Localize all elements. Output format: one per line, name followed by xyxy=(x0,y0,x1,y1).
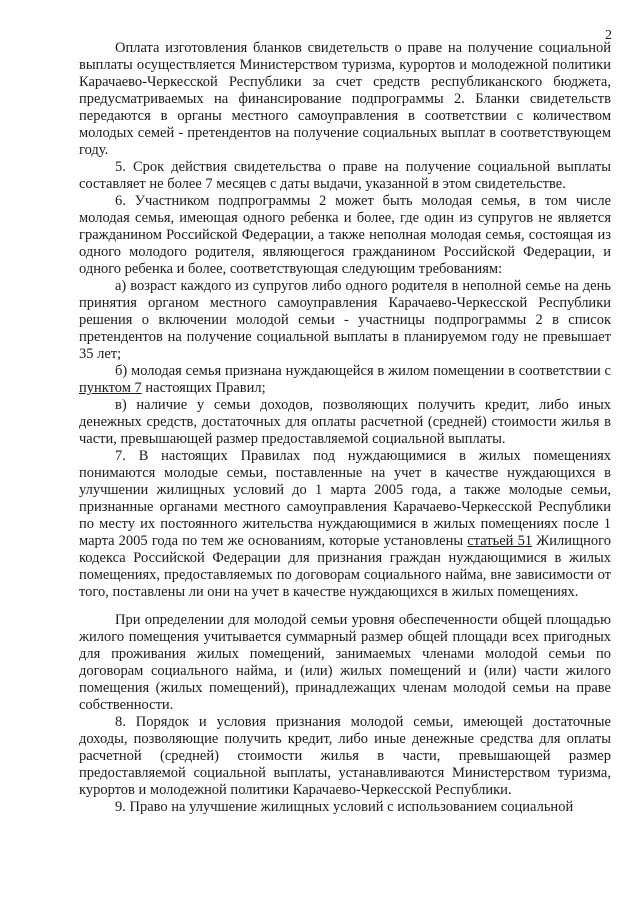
paragraph-6b-text-start: б) молодая семья признана нуждающейся в жилом помещении в соответствии с xyxy=(115,363,611,379)
paragraph-5-certificate-validity: 5. Срок действия свидетельства о праве на получение социальной выплаты составляет не более 7 месяцев с даты выдачи, указанной в этом свидетельстве. xyxy=(79,159,611,192)
paragraph-6b-text-end: настоящих Правил; xyxy=(141,380,266,396)
paragraph-7-text-end: Жилищного кодекса Российской Федерации для признания граждан нуждающимися в жилых помещениях, предоставляемых по договорам социального найма, вне зависимости от того, поставлены ли они на учет в качестве нуждающихся в жилых помещениях. xyxy=(79,533,612,600)
paragraph-area-calculation: При определении для молодой семьи уровня обеспеченности общей площадью жилого помещения учитывается суммарный размер общей площади всех пригодных для проживания жилых помещений, занимаемых членами молодой семьи по договорам социального найма, и (или) жилых помещений и (или) части жилого помещения (жилых помещений), принадлежащих членам молодой семьи на праве собственности. xyxy=(79,612,611,713)
paragraph-9-right: 9. Право на улучшение жилищных условий с использованием социальной xyxy=(115,799,574,815)
link-punkt-7[interactable]: пунктом 7 xyxy=(79,380,142,396)
paragraph-6a-age-requirement: а) возраст каждого из супругов либо одного родителя в неполной семье на день принятия органом местного самоуправления Карачаево-Черкесской Республики решения о включении молодой семьи - участницы подпрограммы 2 в список претендентов на получение социальной выплаты в планируемом году не превышает 35 лет; xyxy=(79,278,611,362)
paragraph-8-procedure: 8. Порядок и условия признания молодой семьи, имеющей достаточные доходы, позволяющие получить кредит, либо иные денежные средства для оплаты расчетной (средней) стоимости жилья в части, превышающей размер предоставляемой социальной выплаты, устанавливаются Министерством туризма, курортов и молодежной политики Карачаево-Черкесской Республики. xyxy=(79,714,611,798)
paragraph-7-text-start: 7. В настоящих Правилах под нуждающимися в жилых помещениях понимаются молодые семьи, поставленные на учет в качестве нуждающихся в улучшении жилищных условий до 1 марта 2005 года, а также молодые семьи, признанные органами местного самоуправления Карачаево-Черкесской Республики по месту их постоянного жительства нуждающимися в жилых помещениях после 1 марта 2005 года по тем же основаниям, которые установлены xyxy=(79,448,611,549)
link-article-51[interactable]: статьей 51 xyxy=(467,533,533,549)
paragraph-6b-housing-need xyxy=(79,363,611,397)
paragraph-6-participants: 6. Участником подпрограммы 2 может быть молодая семья, в том числе молодая семья, имеющая одного ребенка и более, где один из супругов не является гражданином Российской Федерации, а также неполная молодая семья, состоящая из одного молодого родителя, являющегося гражданином Российской Федерации, и одного ребенка и более, соответствующая следующим требованиям: xyxy=(79,193,611,277)
document-body xyxy=(79,40,611,816)
paragraph-7-definition xyxy=(79,448,611,601)
page-number: 2 xyxy=(605,28,612,43)
paragraph-blanks-payment: Оплата изготовления бланков свидетельств о праве на получение социальной выплаты осуществляется Министерством туризма, курортов и молодежной политики Карачаево-Черкесской Республики за счет средств республиканского бюджета, предусматриваемых на финансирование подпрограммы 2. Бланки свидетельств передаются в органы местного самоуправления в соответствии с количеством молодых семей - претендентов на получение социальных выплат в соответствующем году. xyxy=(79,40,611,158)
paragraph-6v-income: в) наличие у семьи доходов, позволяющих получить кредит, либо иных денежных средств, достаточных для оплаты расчетной (средней) стоимости жилья в части, превышающей размер предоставляемой социальной выплаты. xyxy=(79,397,611,447)
